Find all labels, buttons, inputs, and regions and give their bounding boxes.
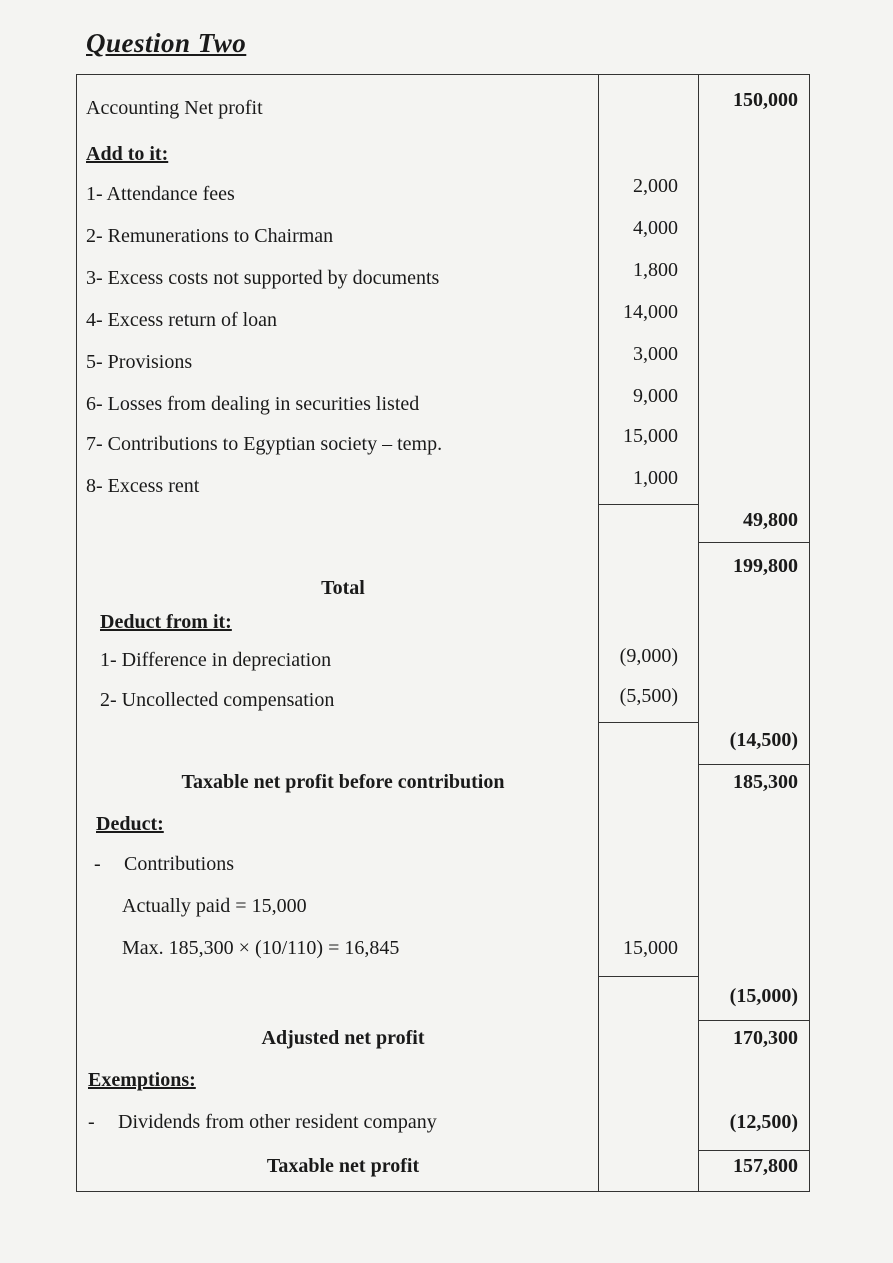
add-item-label: 8- Excess rent [86, 475, 200, 497]
add-item-value: 1,000 [633, 467, 678, 489]
add-item-value: 14,000 [623, 301, 678, 323]
add-item-value: 3,000 [633, 343, 678, 365]
taxable-net-profit-label: Taxable net profit [266, 1155, 420, 1177]
deduct-subtotal-value: (14,500) [729, 729, 798, 751]
max-contribution-line: Max. 185,300 × (10/110) = 16,845 [122, 937, 400, 959]
add-item-label: 1- Attendance fees [86, 183, 235, 205]
deduct-item-value: (5,500) [619, 685, 678, 707]
total-rule [698, 542, 810, 543]
add-item-label: 3- Excess costs not supported by documents [86, 267, 440, 289]
adjusted-net-profit-label: Adjusted net profit [261, 1027, 425, 1049]
add-subtotal-rule [598, 504, 698, 505]
right-column-left-border [698, 74, 699, 1192]
add-item-value: 4,000 [633, 217, 678, 239]
exemptions-value: (12,500) [729, 1111, 798, 1133]
add-item-label: 2- Remunerations to Chairman [86, 225, 334, 247]
add-item-label: 7- Contributions to Egyptian society – temp. [86, 433, 443, 455]
add-item-label: 4- Excess return of loan [86, 309, 278, 331]
add-item-label: 5- Provisions [86, 351, 193, 373]
accounting-net-profit-value: 150,000 [733, 89, 798, 111]
add-item-value: 1,800 [633, 259, 678, 281]
contribution-dash: - [94, 853, 101, 875]
deduct-item-label: 1- Difference in depreciation [100, 649, 332, 671]
add-subtotal-value: 49,800 [743, 509, 798, 531]
exemptions-item-label: Dividends from other resident company [118, 1111, 437, 1133]
deduct-item-label: 2- Uncollected compensation [100, 689, 335, 711]
mid-column-left-border [598, 74, 599, 1192]
contribution-value: 15,000 [623, 937, 678, 959]
contribution-subtotal-value: (15,000) [729, 985, 798, 1007]
exemptions-title: Exemptions: [88, 1069, 196, 1091]
contribution-item-label: Contributions [124, 853, 235, 875]
taxable-net-profit-value: 157,800 [733, 1155, 798, 1177]
accounting-net-profit-label: Accounting Net profit [86, 97, 263, 119]
adjusted-rule [698, 1020, 810, 1021]
adjusted-net-profit-value: 170,300 [733, 1027, 798, 1049]
page-heading: Question Two [86, 28, 247, 58]
add-item-value: 15,000 [623, 425, 678, 447]
before-contribution-rule [698, 764, 810, 765]
add-item-value: 9,000 [633, 385, 678, 407]
add-item-value: 2,000 [633, 175, 678, 197]
contribution-subtotal-rule [598, 976, 698, 977]
taxable-before-contribution-value: 185,300 [733, 771, 798, 793]
contribution-section-title: Deduct: [96, 813, 164, 835]
actually-paid-line: Actually paid = 15,000 [122, 895, 307, 917]
taxable-before-contribution-label: Taxable net profit before contribution [181, 771, 505, 793]
deduct-item-value: (9,000) [619, 645, 678, 667]
deduct-subtotal-rule [598, 722, 698, 723]
total-value: 199,800 [733, 555, 798, 577]
add-section-title: Add to it: [86, 143, 169, 165]
total-label: Total [321, 577, 365, 599]
deduct-section-title: Deduct from it: [100, 611, 232, 633]
exemptions-dash: - [88, 1111, 95, 1133]
add-item-label: 6- Losses from dealing in securities listed [86, 393, 420, 415]
taxable-rule [698, 1150, 810, 1151]
